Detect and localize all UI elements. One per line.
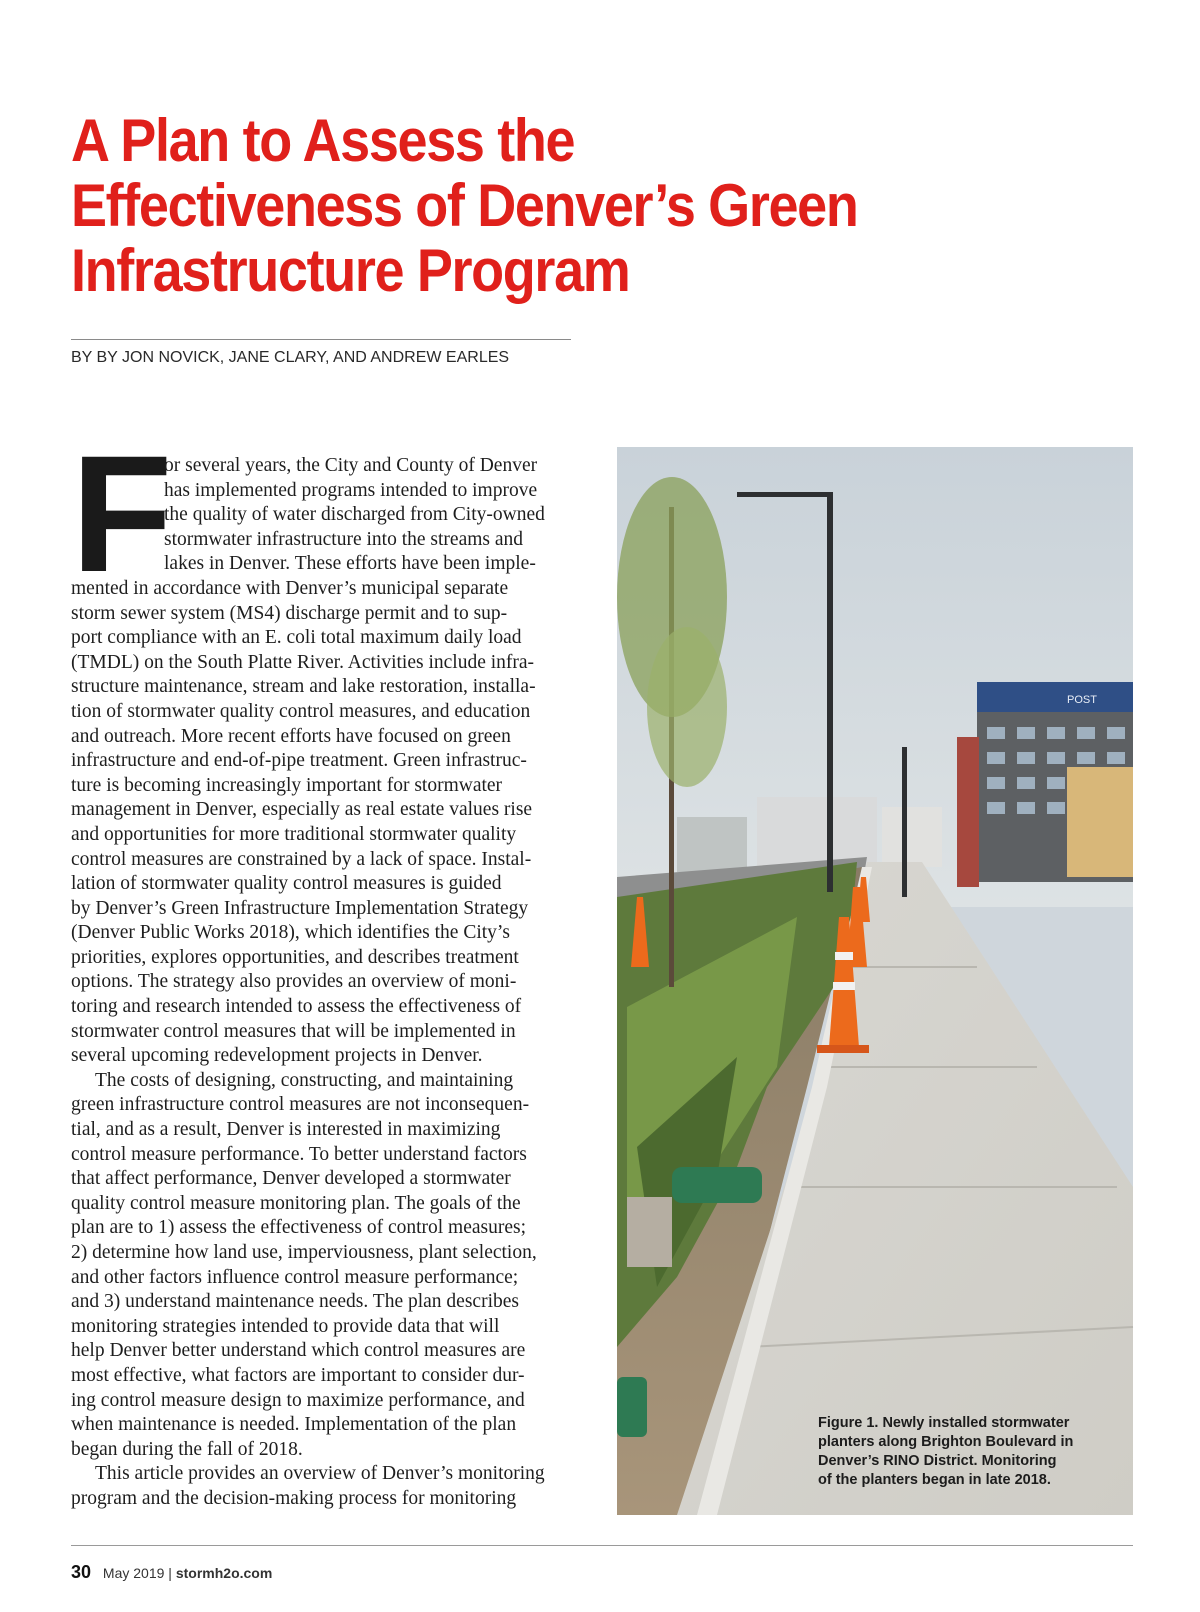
byline: BY BY JON NOVICK, JANE CLARY, AND ANDREW EARLES: [71, 349, 510, 366]
body-line: management in Denver, especially as real estate values rise: [71, 799, 533, 821]
body-line: and opportunities for more traditional stormwater quality: [71, 823, 517, 845]
body-line: program and the decision-making process for monitoring: [71, 1487, 517, 1509]
body-line: ing control measure design to maximize performance, and: [71, 1389, 525, 1411]
body-line: This article provides an overview of Denver’s monitoring: [95, 1463, 545, 1485]
body-line: the quality of water discharged from City-owned: [164, 504, 545, 526]
issue-date: May 2019: [102, 1565, 165, 1581]
body-line: by Denver’s Green Infrastructure Implementation Strategy: [71, 897, 529, 919]
article-title: [71, 108, 989, 303]
figure-caption: [818, 1414, 1118, 1490]
footer-divider: [71, 1545, 1133, 1546]
body-line: mented in accordance with Denver’s municipal separate: [71, 577, 509, 599]
building-sign-text: POST: [1067, 694, 1097, 706]
street-scene-illustration: [617, 447, 1133, 1515]
title-line: Effectiveness of Denver’s Green: [71, 172, 858, 239]
caption-line: Figure 1. Newly installed stormwater: [818, 1415, 1070, 1431]
body-line: tial, and as a result, Denver is interested in maximizing: [71, 1119, 501, 1141]
body-line: several upcoming redevelopment projects in Denver.: [71, 1045, 483, 1067]
title-line: A Plan to Assess the: [71, 107, 575, 174]
site-name: stormh2o.com: [175, 1565, 273, 1581]
body-line: plan are to 1) assess the effectiveness of control measures;: [71, 1217, 527, 1239]
body-line: quality control measure monitoring plan. The goals of the: [71, 1192, 521, 1214]
body-line: infrastructure and end-of-pipe treatment. Green infrastruc-: [71, 750, 527, 772]
body-line: control measure performance. To better understand factors: [71, 1143, 527, 1165]
page-number: 30: [71, 1562, 92, 1582]
body-line: lakes in Denver. These efforts have been imple-: [164, 553, 536, 575]
title-line: Infrastructure Program: [71, 237, 630, 304]
caption-line: of the planters began in late 2018.: [818, 1472, 1051, 1488]
footer-separator: |: [168, 1565, 172, 1581]
body-line: and other factors influence control measure performance;: [71, 1266, 519, 1288]
body-line: control measures are constrained by a lack of space. Instal-: [71, 848, 532, 870]
body-line: most effective, what factors are important to consider dur-: [71, 1364, 525, 1386]
byline-divider: [71, 339, 571, 340]
body-line: green infrastructure control measures are not inconsequen-: [71, 1094, 530, 1116]
body-line: options. The strategy also provides an overview of moni-: [71, 971, 517, 993]
body-line: or several years, the City and County of Denver: [164, 455, 538, 476]
body-line: toring and research intended to assess the effectiveness of: [71, 996, 522, 1018]
caption-line: planters along Brighton Boulevard in: [818, 1434, 1074, 1450]
body-line: stormwater control measures that will be implemented in: [71, 1020, 516, 1042]
body-line: and outreach. More recent efforts have focused on green: [71, 725, 511, 747]
body-line: has implemented programs intended to improve: [164, 479, 538, 501]
body-line: The costs of designing, constructing, and maintaining: [95, 1069, 514, 1091]
body-line: 2) determine how land use, imperviousness, plant selection,: [71, 1242, 537, 1263]
body-line: structure maintenance, stream and lake restoration, installa-: [71, 676, 536, 698]
figure-photo: [617, 447, 1133, 1515]
body-line: help Denver better understand which control measures are: [71, 1340, 526, 1362]
body-line: that affect performance, Denver developed a stormwater: [71, 1168, 511, 1190]
body-line: priorities, explores opportunities, and describes treatment: [71, 946, 519, 968]
body-line: ture is becoming increasingly important for stormwater: [71, 774, 503, 796]
caption-line: Denver’s RINO District. Monitoring: [818, 1453, 1057, 1469]
body-line: when maintenance is needed. Implementation of the plan: [71, 1414, 517, 1436]
body-line: monitoring strategies intended to provide data that will: [71, 1315, 500, 1337]
body-line: port compliance with an E. coli total maximum daily load: [71, 627, 522, 649]
body-line: and 3) understand maintenance needs. The plan describes: [71, 1291, 519, 1313]
article-body: [71, 422, 591, 1512]
body-line: stormwater infrastructure into the streams and: [164, 528, 524, 550]
page-footer: [71, 1562, 272, 1583]
body-line: (Denver Public Works 2018), which identifies the City’s: [71, 922, 510, 944]
body-line: began during the fall of 2018.: [71, 1438, 303, 1460]
body-line: (TMDL) on the South Platte River. Activities include infra-: [71, 651, 535, 673]
body-line: lation of stormwater quality control measures is guided: [71, 873, 502, 895]
body-line: storm sewer system (MS4) discharge permit and to sup-: [71, 602, 508, 624]
body-line: tion of stormwater quality control measures, and education: [71, 700, 531, 722]
drop-cap: F: [71, 422, 173, 607]
